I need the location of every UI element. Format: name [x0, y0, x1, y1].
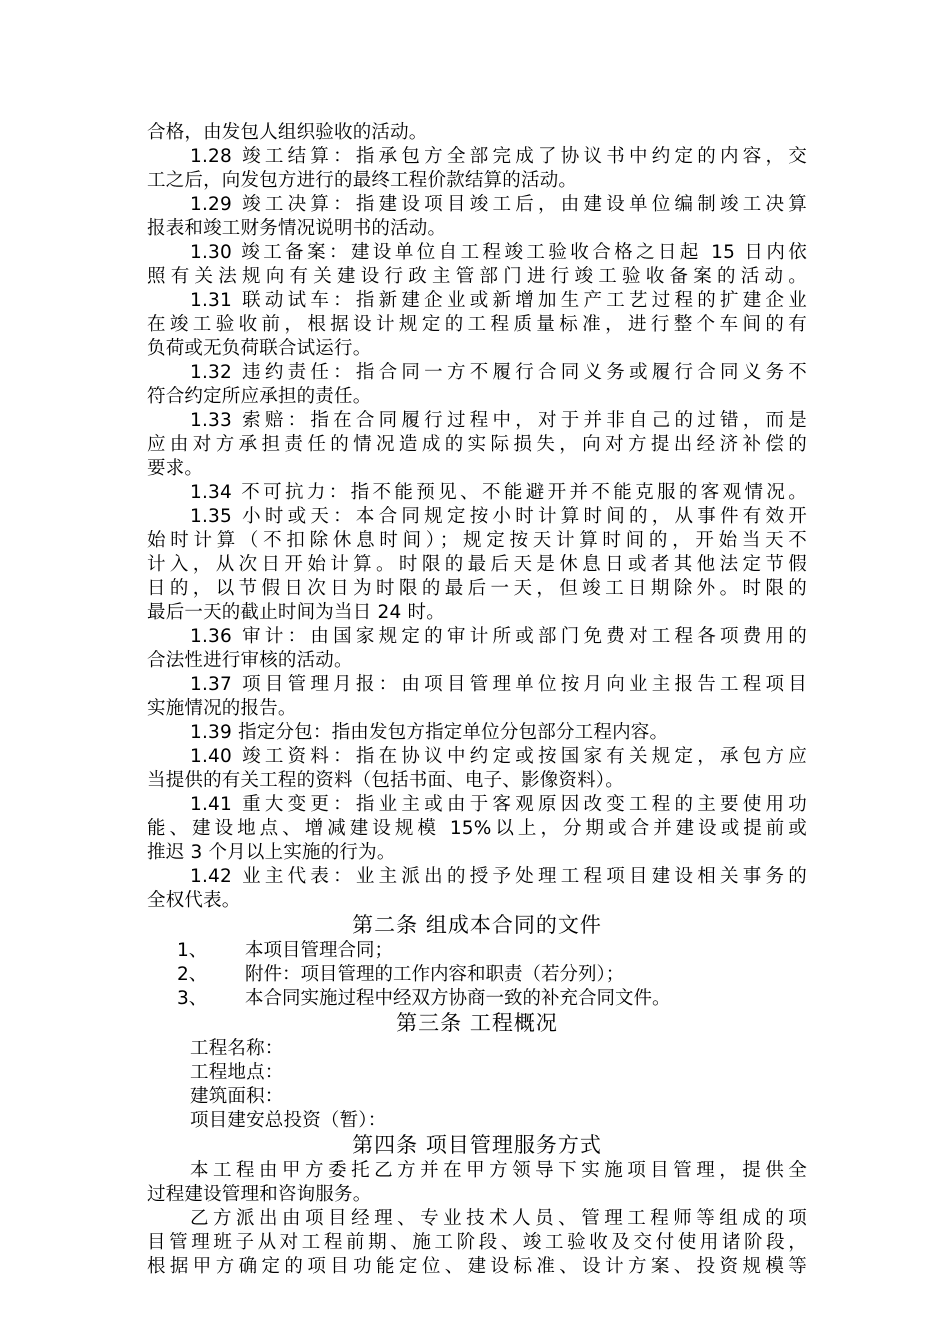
text-line: 实施情况的报告。 [147, 698, 297, 719]
section-heading: 第三条 工程概况 [396, 1011, 558, 1035]
text-line: 1.37 项目管理月报：由项目管理单位按月向业主报告工程项目 [190, 674, 807, 695]
text-line: 1.33 索赔：指在合同履行过程中，对于并非自己的过错，而是 [190, 410, 807, 431]
text-line: 全权代表。 [147, 890, 241, 911]
text-line: 1.39 指定分包：指由发包方指定单位分包部分工程内容。 [190, 722, 669, 743]
list-number: 2、 [177, 964, 208, 985]
text-line: 日的，以节假日次日为时限的最后一天，但竣工日期除外。时限的 [147, 578, 807, 599]
text-line: 1.28 竣工结算：指承包方全部完成了协议书中约定的内容，交 [190, 146, 807, 167]
field-label: 工程名称： [190, 1038, 284, 1059]
list-number: 3、 [177, 988, 208, 1009]
list-text: 附件：项目管理的工作内容和职责（若分列）； [245, 964, 625, 985]
list-number: 1、 [177, 940, 208, 961]
text-line: 工之后，向发包方进行的最终工程价款结算的活动。 [147, 170, 578, 191]
text-line: 1.30 竣工备案：建设单位自工程竣工验收合格之日起 15 日内依 [190, 242, 807, 263]
text-line: 在竣工验收前，根据设计规定的工程质量标准，进行整个车间的有 [147, 314, 807, 335]
text-line: 1.29 竣工决算：指建设项目竣工后，由建设单位编制竣工决算 [190, 194, 807, 215]
text-line: 计入，从次日开始计算。时限的最后天是休息日或者其他法定节假 [147, 554, 807, 575]
text-line: 最后一天的截止时间为当日 24 时。 [147, 602, 445, 623]
text-line: 符合约定所应承担的责任。 [147, 386, 372, 407]
text-line: 1.36 审计：由国家规定的审计所或部门免费对工程各项费用的 [190, 626, 807, 647]
text-line: 合法性进行审核的活动。 [147, 650, 353, 671]
text-line: 本工程由甲方委托乙方并在甲方领导下实施项目管理，提供全 [190, 1160, 807, 1181]
text-line: 1.40 竣工资料：指在协议中约定或按国家有关规定，承包方应 [190, 746, 807, 767]
field-label: 建筑面积： [190, 1086, 284, 1107]
text-line: 报表和竣工财务情况说明书的活动。 [147, 218, 447, 239]
list-text: 本项目管理合同； [245, 940, 394, 961]
text-line: 照有关法规向有关建设行政主管部门进行竣工验收备案的活动。 [147, 266, 807, 287]
text-line: 始时计算（不扣除休息时间）；规定按天计算时间的，开始当天不 [147, 530, 807, 551]
text-line: 当提供的有关工程的资料（包括书面、电子、影像资料）。 [147, 770, 624, 791]
text-line: 目管理班子从对工程前期、施工阶段、竣工验收及交付使用诸阶段， [147, 1232, 807, 1253]
list-text: 本合同实施过程中经双方协商一致的补充合同文件。 [245, 988, 671, 1009]
section-heading: 第四条 项目管理服务方式 [352, 1133, 602, 1157]
text-line: 1.42 业主代表：业主派出的授予处理工程项目建设相关事务的 [190, 866, 807, 887]
list-item [0, 987, 950, 1011]
field-label: 工程地点： [190, 1062, 284, 1083]
text-line: 1.41 重大变更：指业主或由于客观原因改变工程的主要使用功 [190, 794, 807, 815]
text-line: 1.31 联动试车：指新建企业或新增加生产工艺过程的扩建企业 [190, 290, 807, 311]
text-line: 根据甲方确定的项目功能定位、建设标准、设计方案、投资规模等 [147, 1256, 807, 1277]
list-item [0, 939, 950, 963]
text-line: 推迟 3 个月以上实施的行为。 [147, 842, 396, 863]
text-line: 1.35 小时或天：本合同规定按小时计算时间的，从事件有效开 [190, 506, 807, 527]
text-line: 1.34 不可抗力：指不能预见、不能避开并不能克服的客观情况。 [190, 482, 807, 503]
text-line: 过程建设管理和咨询服务。 [147, 1184, 372, 1205]
text-line: 要求。 [147, 458, 204, 479]
text-line: 1.32 违约责任：指合同一方不履行合同义务或履行合同义务不 [190, 362, 807, 383]
text-line: 能、建设地点、增减建设规模 15%以上，分期或合并建设或提前或 [147, 818, 807, 839]
text-line: 应由对方承担责任的情况造成的实际损失，向对方提出经济补偿的 [147, 434, 807, 455]
text-line: 合格，由发包人组织验收的活动。 [147, 122, 428, 143]
list-item [0, 963, 950, 987]
section-heading: 第二条 组成本合同的文件 [352, 913, 602, 937]
field-label: 项目建安总投资（暂）： [190, 1110, 387, 1131]
text-line: 乙方派出由项目经理、专业技术人员、管理工程师等组成的项 [190, 1208, 807, 1229]
text-line: 负荷或无负荷联合试运行。 [147, 338, 372, 359]
